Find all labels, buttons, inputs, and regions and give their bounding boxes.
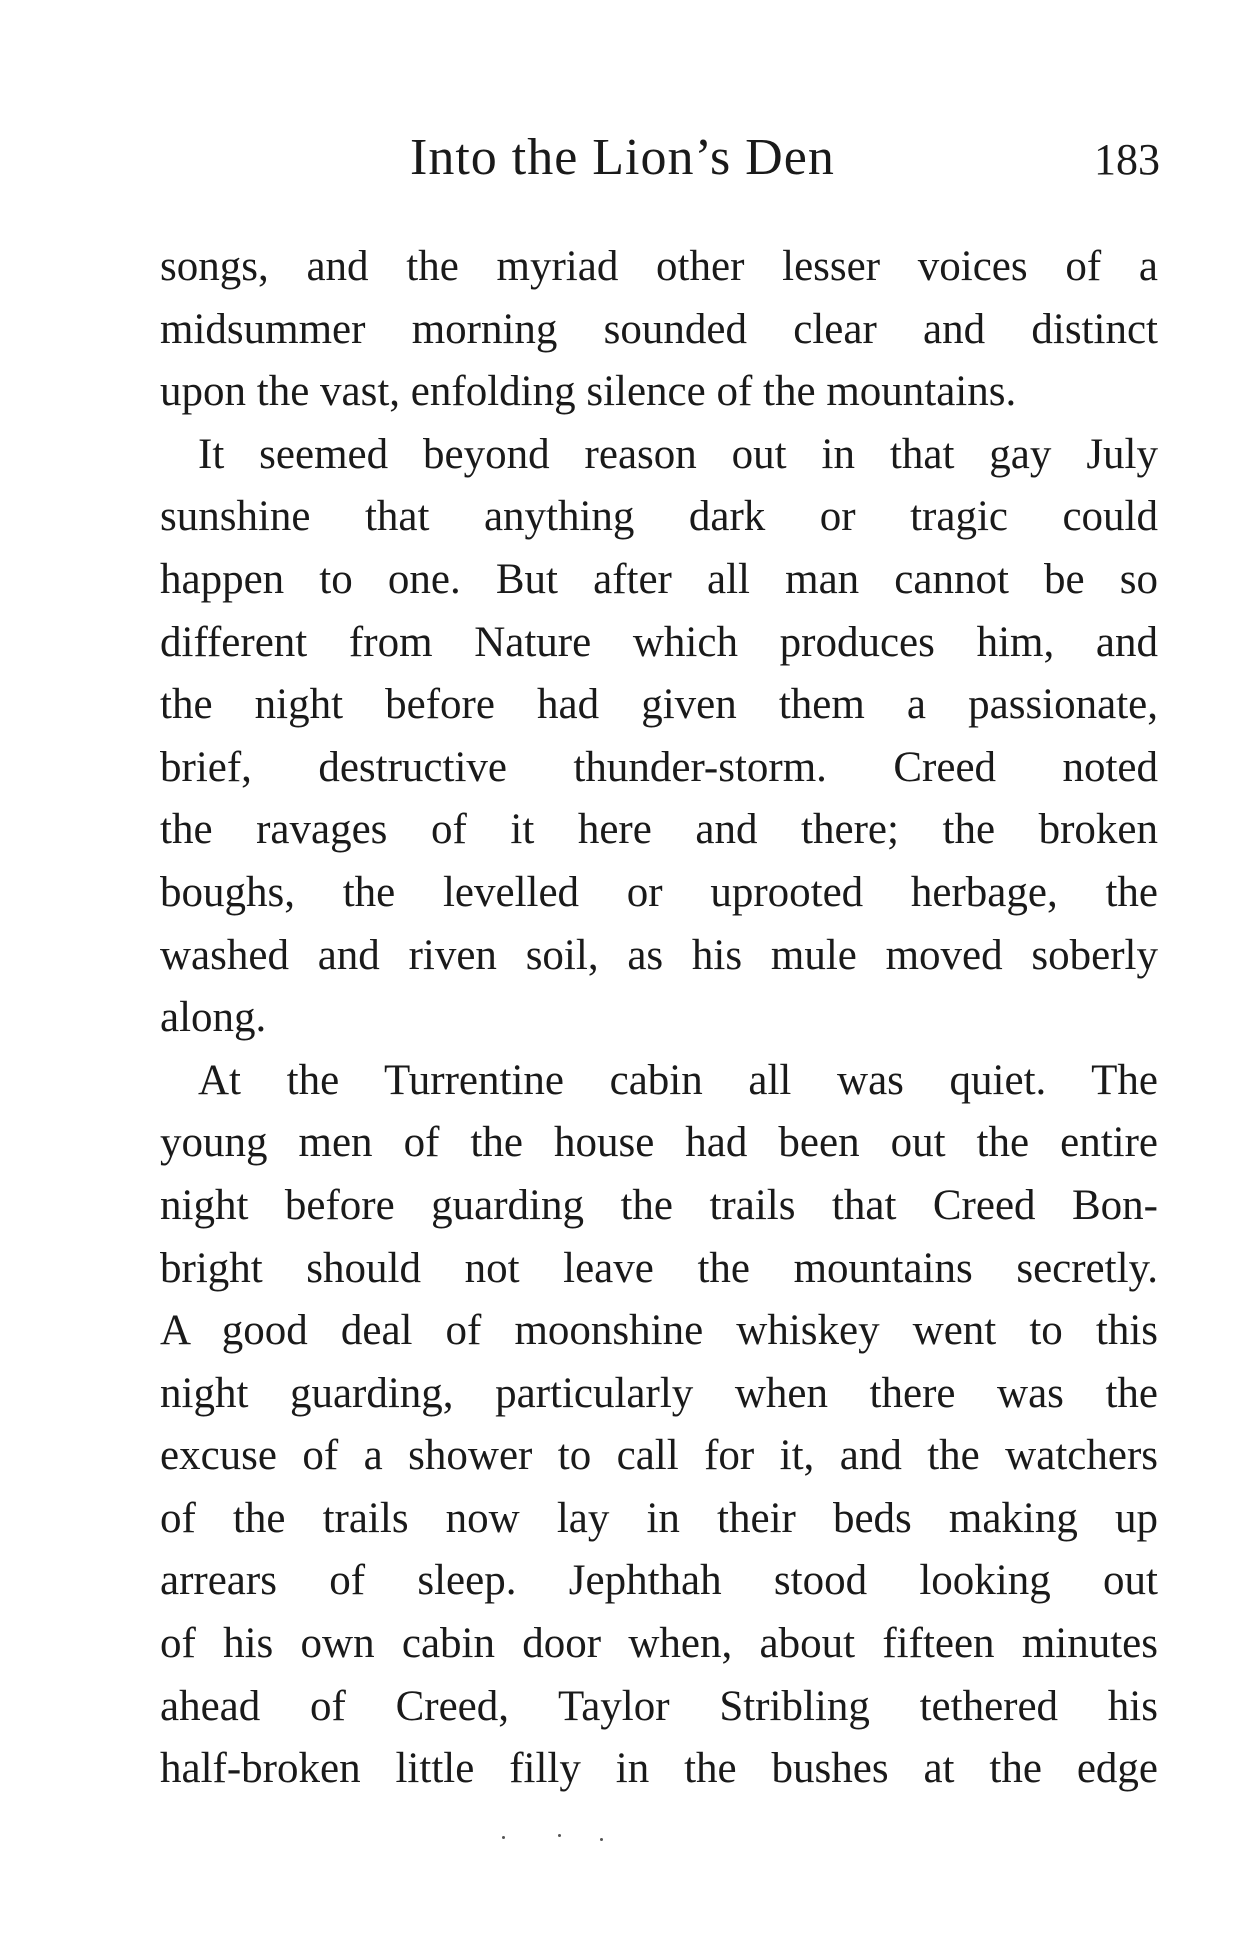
text-line: A good deal of moonshine whiskey went to this (160, 1307, 1158, 1355)
text-line: ahead of Creed, Taylor Stribling tethered his (160, 1682, 1158, 1730)
text-line: excuse of a shower to call for it, and the watchers (160, 1432, 1158, 1480)
text-line: young men of the house had been out the entire (160, 1119, 1158, 1167)
text-line: brief, destructive thunder-storm. Creed noted (160, 743, 1158, 791)
text-line: half-broken little filly in the bushes at the edge (160, 1745, 1158, 1793)
speck (558, 1834, 561, 1837)
text-line: midsummer morning sounded clear and distinct (160, 305, 1158, 353)
body-text (160, 236, 1158, 1801)
text-line: along. (160, 994, 267, 1042)
text-line: the ravages of it here and there; the broken (160, 806, 1158, 854)
running-title: Into the Lion’s Den (410, 129, 835, 186)
text-line: washed and riven soil, as his mule moved soberly (160, 931, 1158, 979)
text-line: At the Turrentine cabin all was quiet. The (198, 1056, 1158, 1104)
text-line: sunshine that anything dark or tragic could (160, 493, 1158, 541)
speck (502, 1836, 505, 1839)
text-line: boughs, the levelled or uprooted herbage, the (160, 868, 1158, 916)
text-line: happen to one. But after all man cannot be so (160, 555, 1158, 603)
text-line: arrears of sleep. Jephthah stood looking out (160, 1557, 1158, 1605)
text-line: of the trails now lay in their beds making up (160, 1494, 1158, 1542)
text-line: of his own cabin door when, about fifteen minutes (160, 1620, 1158, 1668)
text-line: songs, and the myriad other lesser voices of a (160, 243, 1158, 290)
text-line: It seemed beyond reason out in that gay July (198, 430, 1158, 478)
text-line: different from Nature which produces him, and (160, 618, 1158, 666)
running-head (150, 128, 1160, 188)
text-line: the night before had given them a passionate, (160, 681, 1158, 729)
page-number: 183 (1094, 135, 1160, 184)
text-line: night guarding, particularly when there was the (160, 1369, 1158, 1417)
text-line: bright should not leave the mountains secretly. (160, 1244, 1158, 1292)
speck (600, 1838, 603, 1841)
text-line: upon the vast, enfolding silence of the mountains. (160, 368, 1017, 416)
print-specks (500, 1832, 620, 1842)
text-line: night before guarding the trails that Creed Bon- (160, 1181, 1158, 1229)
